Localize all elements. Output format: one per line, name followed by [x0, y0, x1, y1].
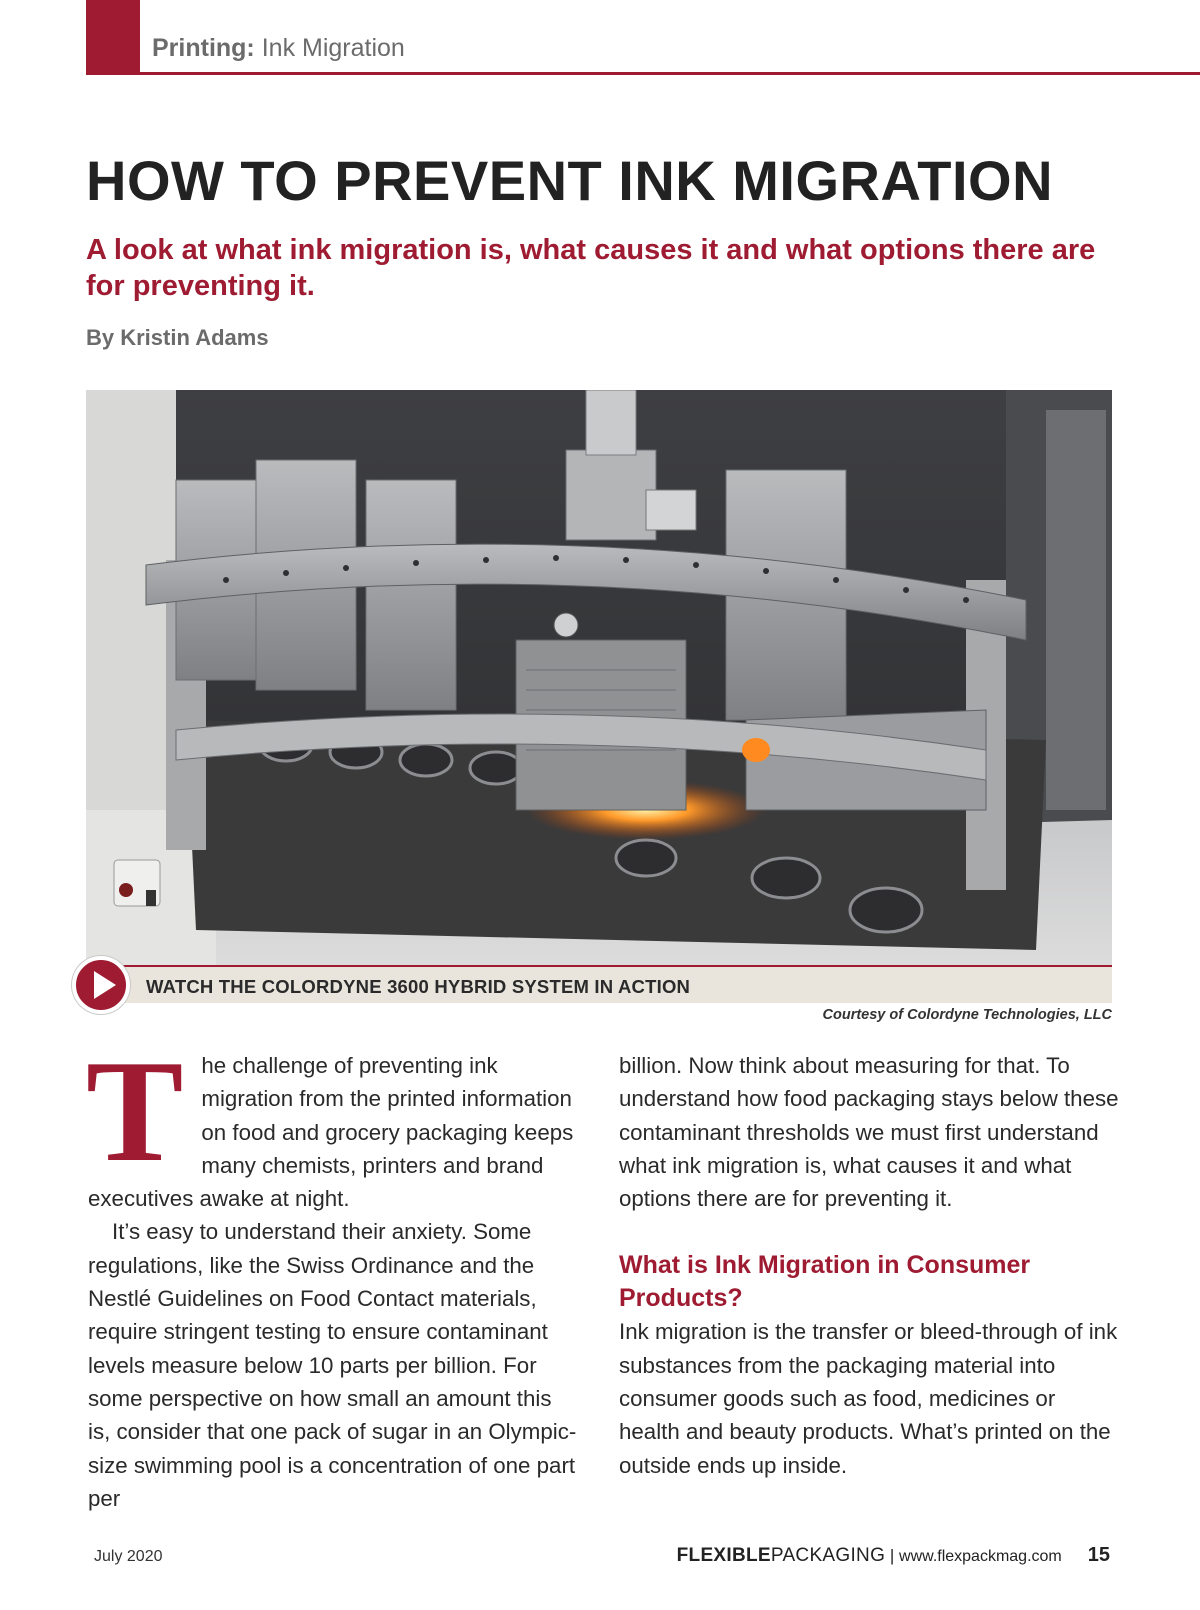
drop-cap: T	[86, 1030, 184, 1192]
footer-separator: |	[885, 1546, 900, 1565]
section-name: Printing:	[152, 34, 255, 62]
article-byline: By Kristin Adams	[86, 325, 269, 350]
article-headline: HOW TO PREVENT INK MIGRATION	[86, 149, 1054, 212]
video-caption: WATCH THE COLORDYNE 3600 HYBRID SYSTEM IN ACTION	[146, 976, 691, 997]
photo-credit: Courtesy of Colordyne Technologies, LLC	[822, 1007, 1112, 1023]
intro-text: he challenge of preventing ink migration from the printed information on food and grocery packaging keeps many chemists, printers and brand executives awake at night.	[88, 1053, 574, 1212]
section-topic: Ink Migration	[261, 34, 405, 62]
section-color-tab	[86, 0, 140, 74]
issue-date: July 2020	[94, 1548, 163, 1565]
body-column-right	[619, 1049, 1119, 1482]
intro-paragraph	[86, 1030, 578, 1215]
body-paragraph-2-continued: billion. Now think about measuring for that. To understand how food packaging stays below these contaminant thresholds we must first understand what ink migration is, what causes it and what options there are for preventing it.	[619, 1053, 1119, 1212]
play-icon	[94, 971, 116, 999]
section-subhead: What is Ink Migration in Consumer Products?	[619, 1251, 1031, 1313]
magazine-url[interactable]: www.flexpackmag.com	[899, 1548, 1062, 1565]
body-paragraph-3: Ink migration is the transfer or bleed-through of ink substances from the packaging material into consumer goods such as food, medicines or health and beauty products. What’s printed on the outside ends up inside.	[619, 1319, 1118, 1478]
section-label	[152, 34, 405, 63]
magazine-name-bold: FLEXIBLE	[676, 1545, 771, 1566]
play-video-button[interactable]	[72, 956, 130, 1014]
header-rule	[86, 72, 1200, 75]
article-photo	[86, 390, 1112, 965]
body-column-left	[86, 1030, 578, 1515]
printer-machine-illustration	[86, 390, 1112, 965]
footer-masthead	[677, 1544, 1110, 1567]
body-paragraph-2: It’s easy to understand their anxiety. Some regulations, like the Swiss Ordinance and the Nestlé Guidelines on Food Contact materials, require stringent testing to ensure contaminant levels measure below 10 parts per billion. For some perspective on how small an amount this is, consider that one pack of sugar in an Olympic-size swimming pool is a concentration of one part per	[88, 1219, 577, 1511]
video-caption-bar[interactable]	[86, 965, 1112, 1003]
page-number: 15	[1087, 1544, 1110, 1566]
magazine-name: PACKAGING	[770, 1545, 886, 1566]
article-deck: A look at what ink migration is, what causes it and what options there are for preventing it.	[86, 234, 1096, 302]
